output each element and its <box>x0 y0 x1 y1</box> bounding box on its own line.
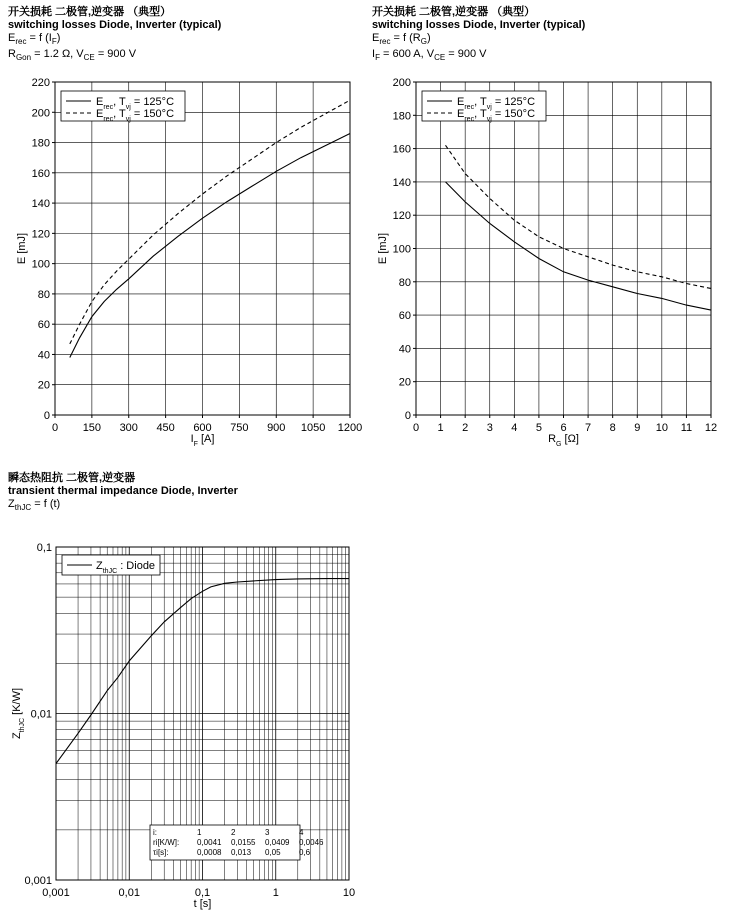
x-tick-label: 11 <box>680 422 693 434</box>
x-tick-label: 0 <box>51 422 59 434</box>
series-line-1 <box>446 182 712 310</box>
y-tick-label: 0 <box>43 410 50 422</box>
y-tick-label: 160 <box>392 143 411 156</box>
y-tick-label: 80 <box>37 288 50 301</box>
x-tick-label: 4 <box>511 422 518 434</box>
y-tick-label: 200 <box>392 77 411 89</box>
x-tick-label: 1050 <box>300 422 326 434</box>
rc-table-cell: 0,0046 <box>299 838 324 847</box>
x-tick-label: 5 <box>535 422 542 434</box>
x-tick-label: 300 <box>119 422 138 434</box>
y-axis-label: E [mJ] <box>377 232 389 265</box>
x-tick-label: 12 <box>704 422 718 434</box>
x-tick-label: 7 <box>585 422 592 434</box>
chart-group <box>11 542 355 910</box>
rc-table-header: 2 <box>231 828 236 837</box>
header-formula-2: $R_{Gon} = 1.2$ Ω, $V_{CE} = 900$ V <box>8 48 137 63</box>
x-tick-label: 1 <box>272 887 279 899</box>
rc-table-header: 4 <box>299 828 304 837</box>
header-formula-1: $Z_{thJC} = f$ (t) <box>8 498 61 513</box>
x-tick-label: 3 <box>486 422 493 434</box>
x-tick-label: 8 <box>609 422 616 434</box>
y-tick-label: 0,01 <box>30 708 52 721</box>
header-title-en: transient thermal impedance Diode, Inverter <box>8 485 238 497</box>
header-formula-1: $E_{rec} = f$ $(R_G)$ <box>372 32 431 47</box>
chart-group <box>16 77 362 448</box>
rc-table-cell: 0,0041 <box>197 838 222 847</box>
x-axis-label: $R_G$ [Ω] <box>548 433 579 448</box>
y-tick-label: 20 <box>398 376 411 389</box>
y-axis-label: $Z_{thJC}$ [K/W] <box>11 687 26 740</box>
series-line-2 <box>446 145 712 288</box>
rc-table-cell: 0,0008 <box>197 848 222 857</box>
y-tick-label: 60 <box>398 310 411 323</box>
series-line-2 <box>70 100 350 344</box>
rc-table-cell: 0,0155 <box>231 838 256 847</box>
header-title-en: switching losses Diode, Inverter (typical) <box>8 19 222 31</box>
x-tick-label: 10 <box>655 422 668 434</box>
x-tick-label: 750 <box>230 422 249 434</box>
y-tick-label: 180 <box>392 110 411 123</box>
legend-label-1: $E_{rec}$, $T_{vj} = 125^\circ C$ <box>457 96 536 111</box>
x-tick-label: 9 <box>634 422 641 434</box>
header-title-zh: 开关损耗 二极管,逆变器 （典型） <box>8 6 172 18</box>
y-tick-label: 120 <box>31 228 50 241</box>
y-tick-label: 40 <box>398 343 411 356</box>
x-tick-label: 0 <box>412 422 420 434</box>
y-tick-label: 60 <box>37 319 50 332</box>
chart-group <box>377 77 717 448</box>
y-tick-label: 0,001 <box>24 875 52 887</box>
x-axis-label: t [s] <box>193 898 212 910</box>
x-tick-label: 0,1 <box>194 887 211 899</box>
legend-label-1: $E_{rec}$, $T_{vj} = 125^\circ C$ <box>96 96 175 111</box>
rc-table-header: 1 <box>197 828 202 837</box>
rc-table-cell: 0,6 <box>299 848 311 857</box>
legend-label-2: $E_{rec}$, $T_{vj} = 150^\circ C$ <box>457 108 536 123</box>
y-tick-label: 140 <box>392 176 411 189</box>
x-tick-label: 0,001 <box>42 887 70 899</box>
y-tick-label: 0,1 <box>36 542 52 554</box>
y-tick-label: 200 <box>31 107 50 120</box>
x-tick-label: 2 <box>462 422 469 434</box>
x-tick-label: 1200 <box>337 422 363 434</box>
rc-table-cell: 0,013 <box>231 848 252 857</box>
header-title-zh: 瞬态热阻抗 二极管,逆变器 <box>8 472 136 484</box>
x-tick-label: 0,01 <box>118 887 140 899</box>
y-tick-label: 100 <box>392 243 411 256</box>
x-tick-label: 6 <box>560 422 567 434</box>
rc-table-cell: ri[K/W]: <box>153 838 180 847</box>
y-tick-label: 100 <box>31 258 50 271</box>
x-tick-label: 1 <box>437 422 444 434</box>
y-tick-label: 20 <box>37 379 50 392</box>
rc-table-cell: τi[s]: <box>153 848 169 857</box>
x-tick-label: 450 <box>156 422 175 434</box>
y-tick-label: 140 <box>31 198 50 211</box>
x-tick-label: 150 <box>82 422 102 434</box>
x-tick-label: 600 <box>193 422 212 434</box>
y-tick-label: 160 <box>31 167 50 180</box>
legend-label-1: $Z_{thJC}$ : Diode <box>96 560 156 575</box>
x-axis-label: $I_F$ [A] <box>190 433 215 448</box>
y-axis-label: E [mJ] <box>16 232 28 265</box>
rc-table-cell: 0,0409 <box>265 838 290 847</box>
y-tick-label: 220 <box>31 77 50 89</box>
header-formula-1: $E_{rec} = f$ $(I_F)$ <box>8 32 61 47</box>
rc-table-header: 3 <box>265 828 270 837</box>
legend-label-2: $E_{rec}$, $T_{vj} = 150^\circ C$ <box>96 108 175 123</box>
header-formula-2: $I_F = 600$ A, $V_{CE} = 900$ V <box>372 48 487 63</box>
y-tick-label: 120 <box>392 210 411 223</box>
y-tick-label: 40 <box>37 349 50 362</box>
header-title-en: switching losses Diode, Inverter (typical) <box>372 19 586 31</box>
header-title-zh: 开关损耗 二极管,逆变器 （典型） <box>372 6 536 18</box>
x-tick-label: 900 <box>267 422 286 434</box>
x-tick-label: 10 <box>342 887 356 899</box>
y-tick-label: 80 <box>398 276 411 289</box>
y-tick-label: 0 <box>404 410 411 422</box>
y-tick-label: 180 <box>31 137 50 150</box>
rc-table-cell: 0,05 <box>265 848 281 857</box>
rc-table-header: i: <box>153 828 157 837</box>
